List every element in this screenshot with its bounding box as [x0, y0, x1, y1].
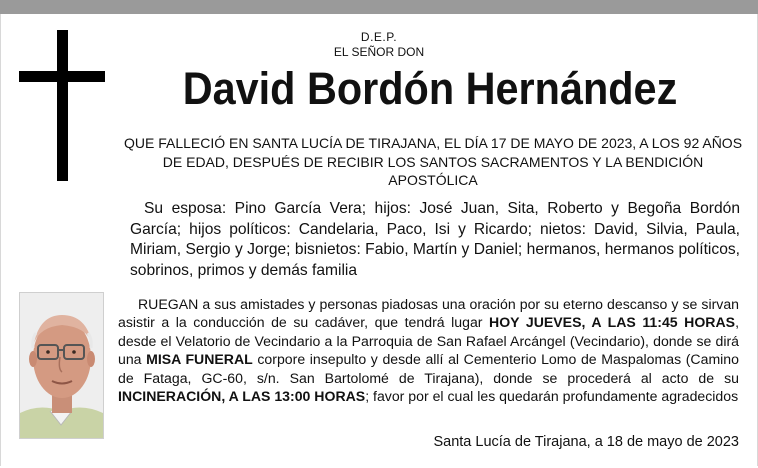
dep-label: D.E.P. [360, 30, 398, 44]
death-notice: QUE FALLECIÓ EN SANTA LUCÍA DE TIRAJANA, EL DÍA 17 DE MAYO DE 2023, A LOS 92 AÑOS DE EDAD, DESPUÉS DE RECIBIR LOS SANTOS SACRAMENTOS Y LA BENDICIÓN APOSTÓLICA [123, 135, 743, 188]
deceased-name: David Bordón Hernández [182, 63, 678, 114]
top-bar [0, 0, 758, 14]
ruegan-text-1: RUEGAN a sus amistades y personas piadosas una oración por su eterno descanso y se sirvan asistir a la conducción de su cadáver, que tendrá lugar [118, 296, 739, 331]
ruegan-cremation: INCINERACIÓN, A LAS 13:00 HORAS [118, 388, 366, 405]
place-date-signature: Santa Lucía de Tirajana, a 18 de mayo de 2023 [433, 434, 739, 450]
ruegan-time: HOY JUEVES, A LAS 11:45 HORAS [489, 314, 736, 331]
portrait-photo [19, 292, 104, 439]
ruegan-text-2: , desde el Velatorio de Vecindario a la Parroquia de San Rafael Arcángel (Vecindario), donde se dirá una [118, 314, 739, 368]
family-paragraph: Su esposa: Pino García Vera; hijos: José Juan, Sita, Roberto y Begoña Bordón García; hijos políticos: Candelaria, Paco, Isi y Ricardo; nietos: David, Silvia, Paula, Miriam, Sergio y Jorge; bisnietos: Fabio, Martín y Daniel; hermanos, hermanos políticos, sobrinos, primos y demás familia [130, 200, 740, 279]
ruegan-text-4: ; favor por el cual les quedarán profundamente agradecidos [365, 388, 739, 405]
portrait-illustration [20, 293, 103, 438]
ruegan-paragraph [118, 295, 739, 405]
ruegan-text-3: corpore insepulto y desde allí al Cementerio Lomo de Maspalomas (Camino de Fataga, GC-60, s/n. San Bartolomé de Tirajana), donde se procederá al acto de su [118, 351, 739, 386]
title-line: EL SEÑOR DON [333, 45, 425, 59]
ruegan-mass: MISA FUNERAL [146, 351, 253, 368]
cross-horizontal [19, 71, 105, 82]
